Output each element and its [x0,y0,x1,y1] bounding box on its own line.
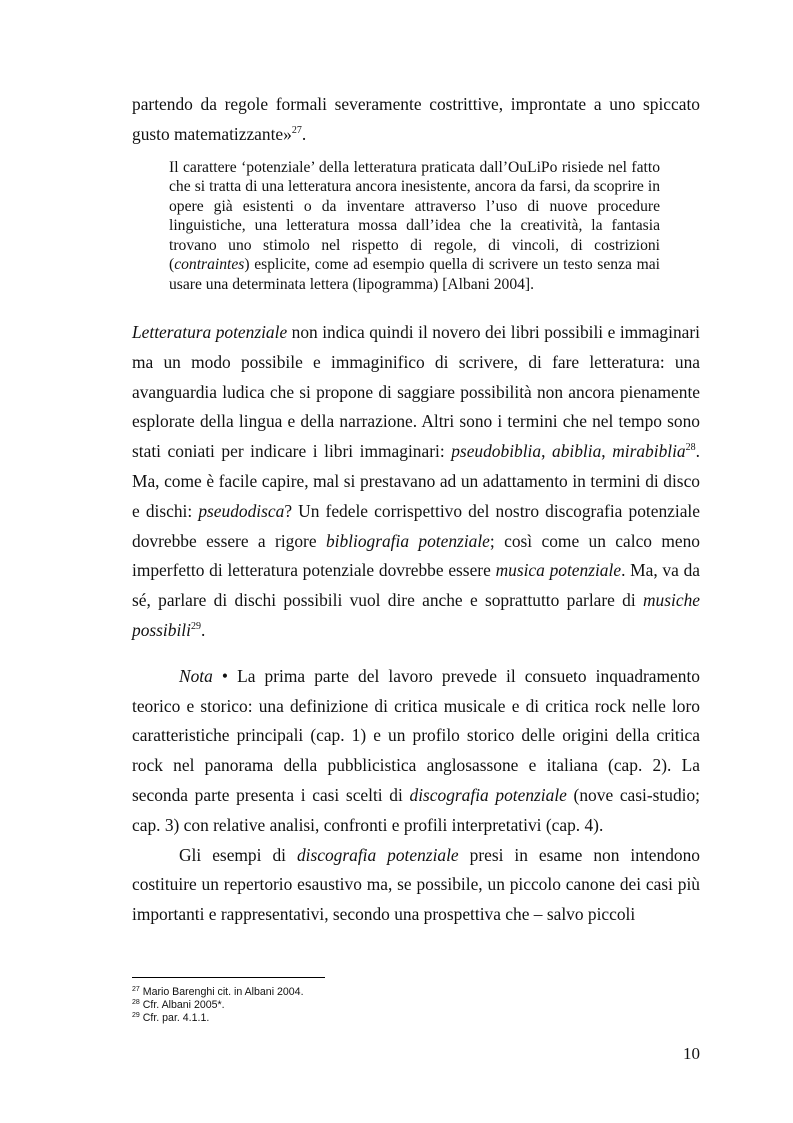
footnote-28: $^{28}$ Cfr. Albani 2005*. [132,999,225,1012]
footnote-27: $^{27}$ Mario Barenghi cit. in Albani 2004. [132,986,304,998]
paragraph-intro: partendo da regole formali severamente costrittive, improntate a uno spiccato gusto matematizzante»$^{27}$. [132,94,700,144]
footnote-separator [132,977,325,978]
footnote-ref-28[interactable]: 28 [685,442,696,454]
paragraph-nota: Nota • La prima parte del lavoro prevede il consueto inquadramento teorico e storico: una definizione di critica musicale e di critica rock nelle loro caratteristiche principali (cap. 1) e un profilo storico delle origini della critica rock nel panorama della pubblicistica anglosassone e italiana (cap. 2). La seconda parte presenta i casi scelti di discografia potenziale (nove casi-studio; cap. 3) con relative analisi, confronti e profili interpretativi (cap. 4). [132,665,701,835]
footnote-ref-27[interactable]: 27 [291,124,302,136]
footnote-ref-29[interactable]: 29 [190,621,201,633]
footnotes [132,986,304,1026]
footnote-29: $^{29}$ Cfr. par. 4.1.1. [132,1012,210,1025]
paragraph-letteratura-potenziale: Letteratura potenziale non indica quindi il novero dei libri possibili e immaginari ma un modo possibile e immaginifico di scrivere, di fare letteratura: una avanguardia ludica che si propone di saggiare possibilità non ancora pienamente esplorate della lingua e della narrazione. Altri sono i termini che nel tempo sono stati coniati per indicare i libri immaginari: pseudobiblia, abiblia, mirabiblia$^{28}$. Ma, come è facile capire, mal si prestavano ad un adattamento in termini di disco e dischi: pseudodisca? Un fedele corrispettivo del nostro discografia potenziale dovrebbe essere a rigore bibliografia potenziale; così come un calco meno imperfetto di letteratura potenziale dovrebbe essere musica potenziale. Ma, va da sé, parlare di dischi possibili vuol dire anche e soprattutto parlare di musiche possibili$^{29}$. [132,322,701,641]
paragraph-esempi: Gli esempi di discografia potenziale presi in esame non intendono costituire un repertorio esaustivo ma, se possibile, un piccolo canone dei casi più importanti e rappresentativi, secondo una prospettiva che – salvo piccoli [132,844,700,925]
page-number: 10 [683,1044,700,1063]
block-quote: Il carattere ‘potenziale’ della letteratura praticata dall’OuLiPo risiede nel fatto che si tratta di una letteratura ancora inesistente, ancora da farsi, da scoprire in opere già esistenti o da inventare attraverso l’uso di nuove procedure linguistiche, una letteratura mossa dall’idea che la creatività, la fantasia trovano uno stimolo nel rispetto di regole, di vincoli, di costrizioni (contraintes) esplicite, come ad esempio quella di scrivere un testo senza mai usare una determinata lettera (lipogramma) [Albani 2004]. [169,158,660,293]
page-body [132,90,700,930]
